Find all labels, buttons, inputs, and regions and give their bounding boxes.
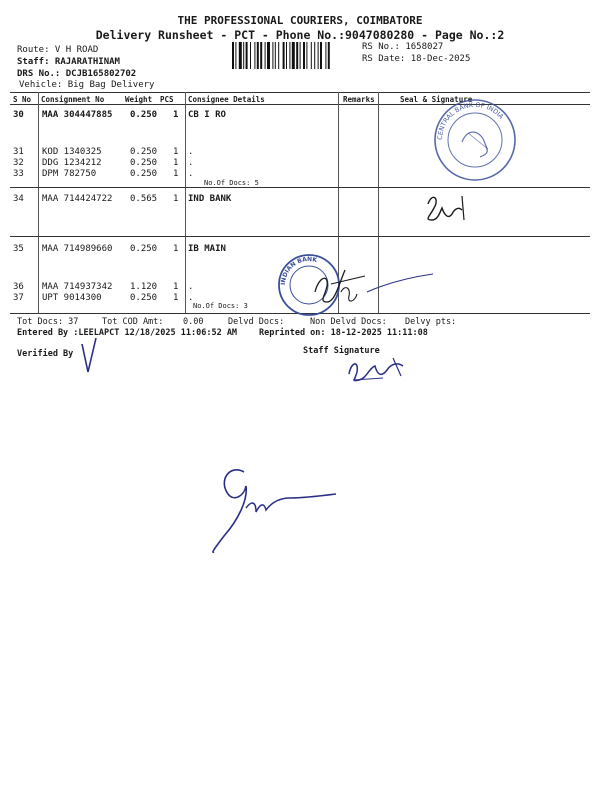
col-weight: Weight bbox=[125, 95, 153, 104]
row-sno: 33 bbox=[13, 169, 24, 179]
row-weight: 1.120 bbox=[130, 282, 158, 292]
barcode-bar bbox=[311, 42, 312, 69]
row-consignment: MAA 714424722 bbox=[42, 194, 113, 204]
delivered-docs: Delvd Docs: bbox=[228, 317, 285, 327]
docs-count-note: No.Of Docs: 3 bbox=[193, 302, 248, 310]
barcode-bar bbox=[257, 42, 259, 69]
delivery-points: Delvy pts: bbox=[405, 317, 457, 327]
rs-date: RS Date: 18-Dec-2025 bbox=[362, 54, 471, 64]
col-divider bbox=[38, 92, 39, 313]
col-consignment: Consignment No bbox=[41, 95, 105, 104]
row-details: . bbox=[188, 282, 194, 292]
barcode-bar bbox=[275, 42, 276, 69]
row-pcs: 1 bbox=[173, 293, 179, 303]
row-weight: 0.250 bbox=[130, 293, 158, 303]
group-rule bbox=[10, 187, 590, 188]
row-pcs: 1 bbox=[173, 169, 179, 179]
staff-label: Staff: RAJARATHINAM bbox=[17, 57, 120, 67]
row-weight: 0.250 bbox=[130, 147, 158, 157]
staff-signature-label: Staff Signature bbox=[303, 346, 380, 356]
barcode-bar bbox=[243, 42, 244, 69]
staff-signature bbox=[343, 350, 413, 386]
total-cod-value: 0.00 bbox=[183, 317, 204, 327]
row-details: . bbox=[188, 169, 194, 179]
entered-by: Entered By :LEELAPCT 12/18/2025 11:06:52 AM bbox=[17, 328, 238, 338]
row-sno: 31 bbox=[13, 147, 24, 157]
col-seal: Seal & Signature bbox=[400, 95, 473, 104]
row-pcs: 1 bbox=[173, 194, 179, 204]
row-consignment: MAA 714989660 bbox=[42, 244, 113, 254]
barcode-bar bbox=[246, 42, 248, 69]
barcode-bar bbox=[286, 42, 287, 69]
bank-seal-stamp bbox=[432, 97, 518, 183]
row-weight: 0.250 bbox=[130, 110, 158, 120]
barcode-bar bbox=[303, 42, 305, 69]
barcode-bar bbox=[325, 42, 326, 69]
row-details: CB I RO bbox=[188, 110, 226, 120]
barcode-bar bbox=[283, 42, 285, 69]
total-docs: Tot Docs: 37 bbox=[17, 317, 79, 327]
rs-number: RS No.: 1658027 bbox=[362, 42, 444, 52]
barcode-bar bbox=[320, 42, 322, 69]
row-consignment: UPT 9014300 bbox=[42, 293, 102, 303]
row-details: IND BANK bbox=[188, 194, 232, 204]
barcode-bar bbox=[267, 42, 270, 69]
seal-text: CENTRAL BANK OF INDIA bbox=[435, 100, 506, 141]
barcode-bar bbox=[292, 42, 295, 69]
barcode-bar bbox=[318, 42, 319, 69]
row-details: . bbox=[188, 293, 194, 303]
row-consignment: MAA 304447885 bbox=[42, 110, 113, 120]
barcode-bar bbox=[254, 42, 255, 69]
col-remarks: Remarks bbox=[343, 95, 375, 104]
barcode-bar bbox=[239, 42, 242, 69]
row-pcs: 1 bbox=[173, 110, 179, 120]
row-sno: 30 bbox=[13, 110, 24, 120]
row-details: IB MAIN bbox=[188, 244, 226, 254]
barcode-bar bbox=[289, 42, 290, 69]
row-sno: 32 bbox=[13, 158, 24, 168]
verified-by-label: Verified By bbox=[17, 349, 74, 359]
barcode-bar bbox=[235, 42, 236, 69]
row-sno: 37 bbox=[13, 293, 24, 303]
row-details: . bbox=[188, 158, 194, 168]
barcode-bar bbox=[260, 42, 262, 69]
row-consignment: DPM 782750 bbox=[42, 169, 97, 179]
row-weight: 0.250 bbox=[130, 169, 158, 179]
row-consignment: DDG 1234212 bbox=[42, 158, 102, 168]
row-consignment: MAA 714937342 bbox=[42, 282, 113, 292]
barcode-bar bbox=[296, 42, 298, 69]
row-sno: 34 bbox=[13, 194, 24, 204]
svg-text:CENTRAL BANK OF INDIA bbox=[436, 101, 506, 140]
drs-number: DRS No.: DCJB165802702 bbox=[17, 69, 137, 79]
group-rule bbox=[10, 236, 590, 237]
row-pcs: 1 bbox=[173, 147, 179, 157]
reprinted-on: Reprinted on: 18-12-2025 11:11:08 bbox=[259, 328, 428, 338]
col-divider bbox=[185, 92, 186, 313]
row-pcs: 1 bbox=[173, 244, 179, 254]
runsheet-subtitle: Delivery Runsheet - PCT - Phone No.:9047080280 - Page No.:2 bbox=[95, 28, 505, 42]
row-sno: 35 bbox=[13, 244, 24, 254]
barcode-bar bbox=[314, 42, 315, 69]
barcode-bar bbox=[265, 42, 266, 69]
non-delivered-docs: Non Delvd Docs: bbox=[310, 317, 387, 327]
row-sno: 36 bbox=[13, 282, 24, 292]
col-pcs: PCS bbox=[160, 95, 174, 104]
verifier-signature bbox=[76, 334, 102, 376]
row-pcs: 1 bbox=[173, 282, 179, 292]
row-weight: 0.565 bbox=[130, 194, 158, 204]
barcode-bar bbox=[278, 42, 279, 69]
handwritten-signature bbox=[305, 262, 440, 312]
row-pcs: 1 bbox=[173, 158, 179, 168]
row-consignment: KOD 1340325 bbox=[42, 147, 102, 157]
company-title: THE PROFESSIONAL COURIERS, COIMBATORE bbox=[177, 14, 423, 27]
barcode-bar bbox=[250, 42, 251, 69]
row-weight: 0.250 bbox=[130, 244, 158, 254]
table-top-rule bbox=[10, 92, 590, 93]
barcode bbox=[232, 42, 358, 69]
barcode-bar bbox=[306, 42, 307, 69]
stamp-text: INDIAN BANK bbox=[279, 255, 318, 286]
barcode-bar bbox=[300, 42, 301, 69]
row-weight: 0.250 bbox=[130, 158, 158, 168]
vehicle-label: Vehicle: Big Bag Delivery bbox=[19, 80, 155, 90]
barcode-bar bbox=[232, 42, 234, 69]
barcode-bar bbox=[272, 42, 273, 69]
col-consignee: Consignee Details bbox=[188, 95, 265, 104]
large-signature bbox=[200, 460, 350, 560]
handwritten-signature bbox=[418, 190, 478, 224]
total-cod-label: Tot COD Amt: bbox=[102, 317, 164, 327]
row-details: . bbox=[188, 147, 194, 157]
route-label: Route: V H ROAD bbox=[17, 45, 99, 55]
docs-count-note: No.Of Docs: 5 bbox=[204, 179, 259, 187]
barcode-bar bbox=[328, 42, 330, 69]
col-sno: S No bbox=[13, 95, 32, 104]
